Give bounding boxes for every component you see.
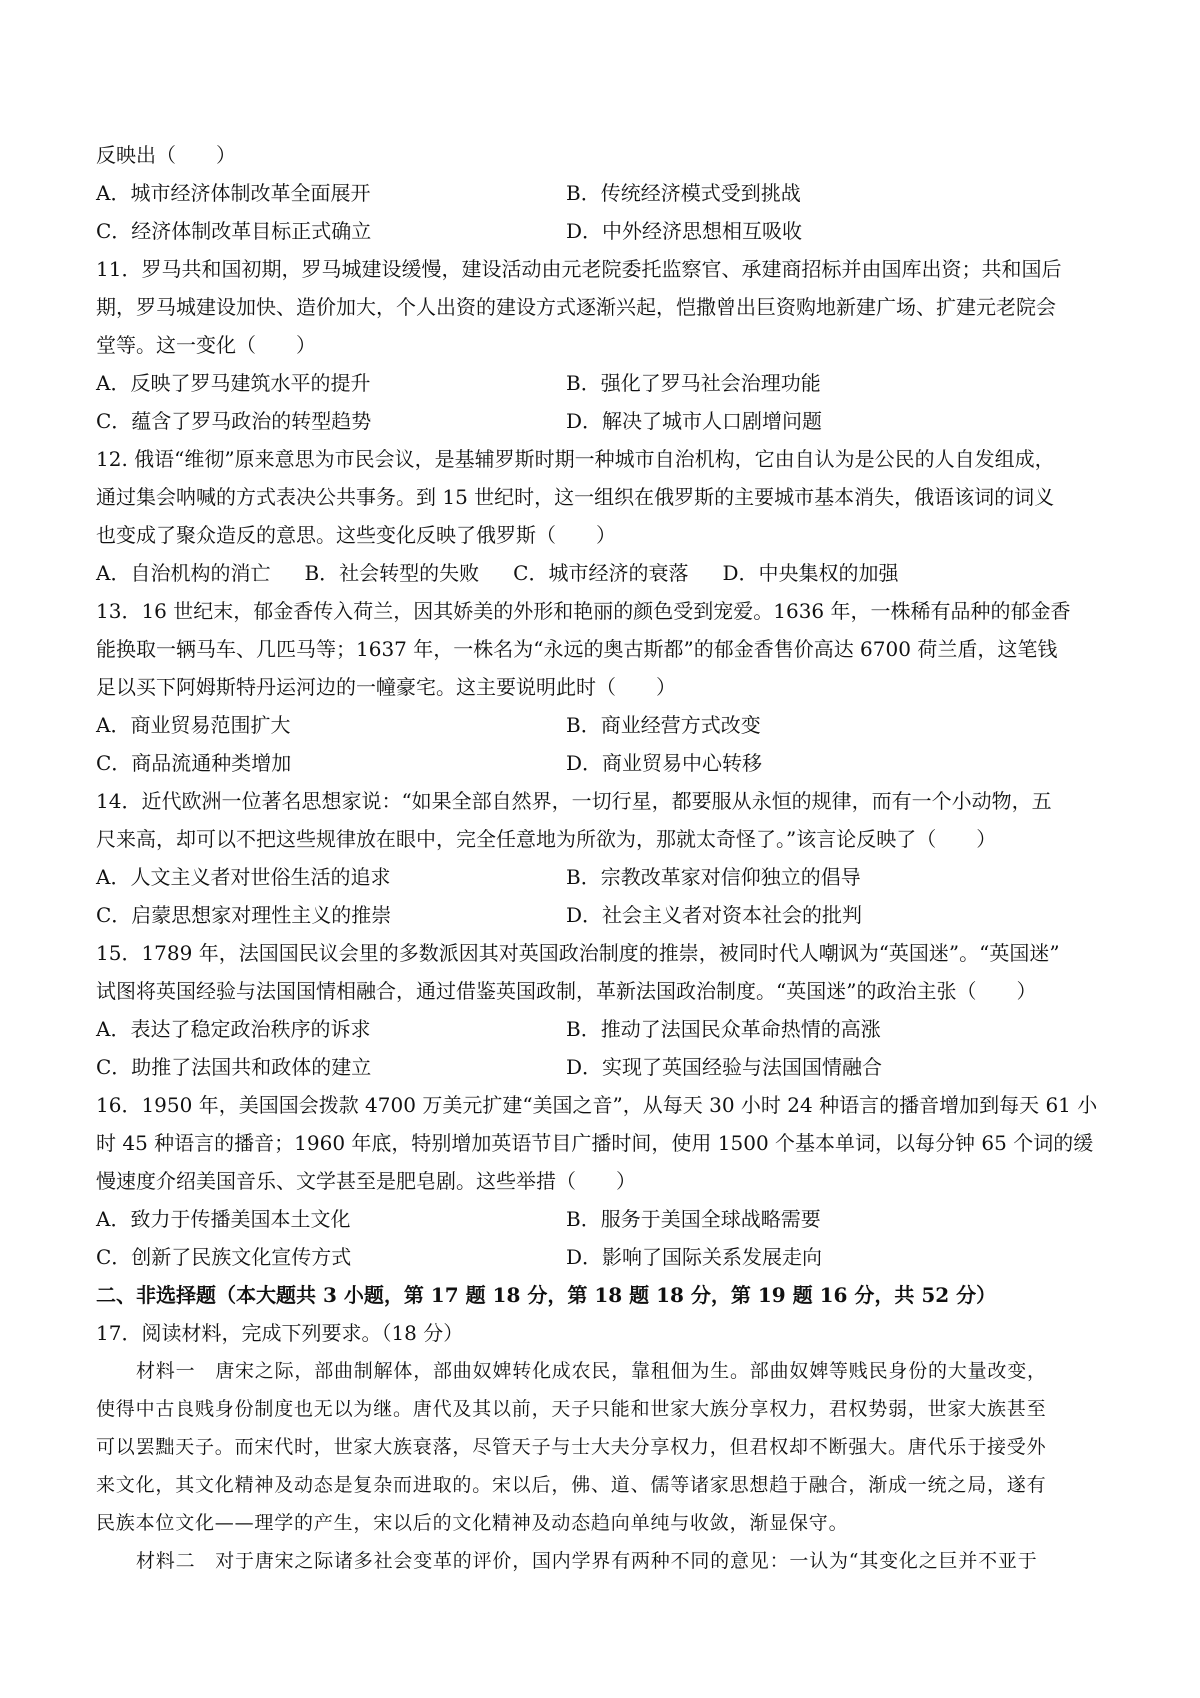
q10-option-b[interactable]: B．传统经济模式受到挑战 — [566, 181, 801, 205]
q16-options-row — [96, 1238, 1108, 1276]
q14-option-a[interactable]: A．人文主义者对世俗生活的追求 — [96, 865, 391, 889]
q11-option-d[interactable]: D．解决了城市人口剧增问题 — [566, 409, 823, 433]
q13-options-row — [96, 706, 1108, 744]
q10-stem-cont: 反映出（ ） — [96, 143, 236, 167]
q15-option-c[interactable]: C．助推了法国共和政体的建立 — [96, 1055, 372, 1079]
q16-option-d[interactable]: D．影响了国际关系发展走向 — [566, 1245, 823, 1269]
q13-options-row — [96, 744, 1108, 782]
q13-option-c[interactable]: C．商品流通种类增加 — [96, 751, 292, 775]
q15-options-row — [96, 1048, 1108, 1086]
q10-options-row — [96, 212, 1108, 250]
q14-stem-line: 尺来高，却可以不把这些规律放在眼中，完全任意地为所欲为，那就太奇怪了。”该言论反映了（ ） — [96, 827, 997, 851]
section-heading: 二、非选择题（本大题共 3 小题，第 17 题 18 分，第 18 题 18 分，第 19 题 16 分，共 52 分） — [96, 1283, 997, 1307]
q16-option-a[interactable]: A．致力于传播美国本土文化 — [96, 1207, 351, 1231]
q11-option-a[interactable]: A．反映了罗马建筑水平的提升 — [96, 371, 371, 395]
q10-options-row — [96, 174, 1108, 212]
q17-material-line: 材料一 唐宋之际，部曲制解体，部曲奴婢转化成农民，靠租佃为生。部曲奴婢等贱民身份的大量改变， — [136, 1360, 1047, 1382]
q13-stem-line: 足以买下阿姆斯特丹运河边的一幢豪宅。这主要说明此时（ ） — [96, 675, 676, 699]
q16-options-row — [96, 1200, 1108, 1238]
q16-stem-line: 16．1950 年，美国国会拨款 4700 万美元扩建“美国之音”，从每天 30 小时 24 种语言的播音增加到每天 61 小 — [96, 1093, 1098, 1117]
q15-stem-line: 15．1789 年，法国国民议会里的多数派因其对英国政治制度的推崇，被同时代人嘲讽为“英国迷”。“英国迷” — [96, 941, 1060, 965]
q14-option-d[interactable]: D．社会主义者对资本社会的批判 — [566, 903, 863, 927]
q13-option-a[interactable]: A．商业贸易范围扩大 — [96, 713, 291, 737]
q15-options-row — [96, 1010, 1108, 1048]
q15-option-d[interactable]: D．实现了英国经验与法国国情融合 — [566, 1055, 883, 1079]
q12-option-b[interactable]: B．社会转型的失败 — [304, 561, 480, 585]
q12-option-a[interactable]: A．自治机构的消亡 — [96, 561, 271, 585]
q13-stem-line: 13．16 世纪末，郁金香传入荷兰，因其娇美的外形和艳丽的颜色受到宠爱。1636 年，一株稀有品种的郁金香 — [96, 599, 1071, 623]
q10-option-a[interactable]: A．城市经济体制改革全面展开 — [96, 181, 371, 205]
q14-options-row — [96, 858, 1108, 896]
q16-option-b[interactable]: B．服务于美国全球战略需要 — [566, 1207, 821, 1231]
q17-material-line: 可以罢黜天子。而宋代时，世家大族衰落，尽管天子与士大夫分享权力，但君权却不断强大。唐代乐于接受外 — [96, 1436, 1047, 1458]
q14-stem-line: 14．近代欧洲一位著名思想家说：“如果全部自然界，一切行星，都要服从永恒的规律，而有一个小动物，五 — [96, 789, 1052, 813]
q11-option-b[interactable]: B．强化了罗马社会治理功能 — [566, 371, 821, 395]
q11-option-c[interactable]: C．蕴含了罗马政治的转型趋势 — [96, 409, 372, 433]
q11-stem-line: 期，罗马城建设加快、造价加大，个人出资的建设方式逐渐兴起，恺撒曾出巨资购地新建广场、扩建元老院会 — [96, 295, 1056, 319]
q13-option-b[interactable]: B．商业经营方式改变 — [566, 713, 761, 737]
q17-material-line: 民族本位文化——理学的产生，宋以后的文化精神及动态趋向单纯与收敛，渐显保守。 — [96, 1512, 849, 1534]
q12-stem-line: 12. 俄语“维彻”原来意思为市民会议，是基辅罗斯时期一种城市自治机构，它由自认为是公民的人自发组成， — [96, 447, 1055, 471]
q15-option-a[interactable]: A．表达了稳定政治秩序的诉求 — [96, 1017, 371, 1041]
q16-stem-line: 时 45 种语言的播音；1960 年底，特别增加英语节目广播时间，使用 1500 个基本单词，以每分钟 65 个词的缓 — [96, 1131, 1094, 1155]
q12-option-d[interactable]: D．中央集权的加强 — [722, 561, 899, 585]
q13-stem-line: 能换取一辆马车、几匹马等；1637 年，一株名为“永远的奥古斯都”的郁金香售价高达 6700 荷兰盾，这笔钱 — [96, 637, 1058, 661]
q12-stem-line: 也变成了聚众造反的意思。这些变化反映了俄罗斯（ ） — [96, 523, 616, 547]
q17-stem: 17．阅读材料，完成下列要求。（18 分） — [96, 1321, 464, 1345]
q15-option-b[interactable]: B．推动了法国民众革命热情的高涨 — [566, 1017, 881, 1041]
q15-stem-line: 试图将英国经验与法国国情相融合，通过借鉴英国政制，革新法国政治制度。“英国迷”的政治主张（ ） — [96, 979, 1037, 1003]
q12-stem-line: 通过集会呐喊的方式表决公共事务。到 15 世纪时，这一组织在俄罗斯的主要城市基本消失，俄语该词的词义 — [96, 485, 1055, 509]
q17-material-line: 材料二 对于唐宋之际诸多社会变革的评价，国内学界有两种不同的意见：一认为“其变化之巨并不亚于 — [136, 1550, 1038, 1572]
q16-option-c[interactable]: C．创新了民族文化宣传方式 — [96, 1245, 352, 1269]
q17-material-line: 使得中古良贱身份制度也无以为继。唐代及其以前，天子只能和世家大族分享权力，君权势弱，世家大族甚至 — [96, 1398, 1047, 1420]
q14-options-row — [96, 896, 1108, 934]
q14-option-c[interactable]: C．启蒙思想家对理性主义的推崇 — [96, 903, 392, 927]
q12-options-row — [96, 554, 1108, 592]
q12-option-c[interactable]: C．城市经济的衰落 — [513, 561, 689, 585]
q13-option-d[interactable]: D．商业贸易中心转移 — [566, 751, 763, 775]
q11-stem-line: 堂等。这一变化（ ） — [96, 333, 316, 357]
q11-options-row — [96, 402, 1108, 440]
q11-stem-line: 11．罗马共和国初期，罗马城建设缓慢，建设活动由元老院委托监察官、承建商招标并由国库出资；共和国后 — [96, 257, 1062, 281]
q11-options-row — [96, 364, 1108, 402]
q17-material-line: 来文化，其文化精神及动态是复杂而进取的。宋以后，佛、道、儒等诸家思想趋于融合，渐成一统之局，遂有 — [96, 1474, 1047, 1496]
q10-option-d[interactable]: D．中外经济思想相互吸收 — [566, 219, 803, 243]
q16-stem-line: 慢速度介绍美国音乐、文学甚至是肥皂剧。这些举措（ ） — [96, 1169, 636, 1193]
q14-option-b[interactable]: B．宗教改革家对信仰独立的倡导 — [566, 865, 861, 889]
q10-option-c[interactable]: C．经济体制改革目标正式确立 — [96, 219, 372, 243]
